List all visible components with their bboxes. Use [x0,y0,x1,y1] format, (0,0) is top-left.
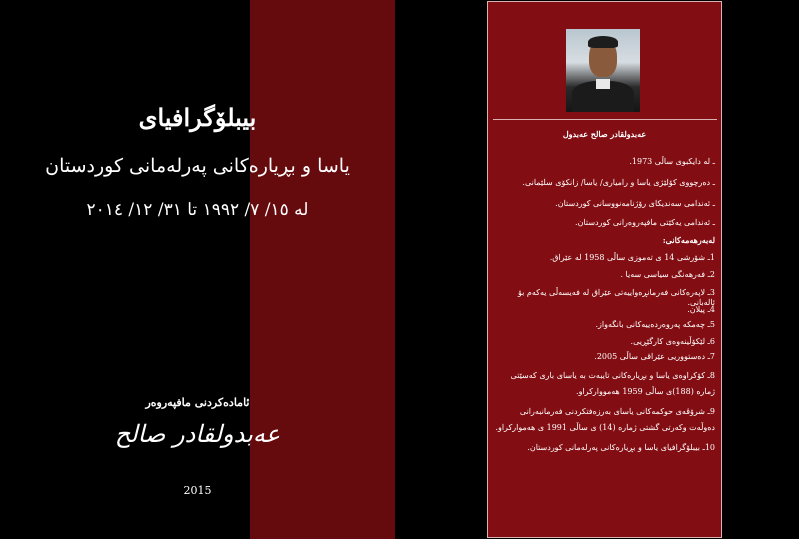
author-photo [566,29,640,112]
book-subtitle: یاسا و بڕیارەکانی پەرلەمانی کوردستان [45,155,350,177]
works-item: 5ـ چەمکە پەروەردەییەکانی بانگەواز. [595,320,715,329]
bio-item: ـ دەرچووی کۆلێژی یاسا و رامیاری/ یاسا/ زانکۆی سلێمانی. [522,178,715,187]
book-spine [395,0,485,539]
bio-item: ـ ئەندامی یەکێتی مافپەروەرانی کوردستان. [575,218,715,227]
works-item: 7ـ دەستووریی عێراقی ساڵی 2005. [594,352,715,361]
front-cover [0,0,395,539]
works-item: 10ـ بیبلۆگرافیای یاسا و بڕیارەکانی پەرلەمانی کوردستان. [527,443,715,452]
front-cover-red-stripe [250,0,395,539]
book-title: بیبلۆگرافیای [138,103,257,132]
works-item: 3ـ لاپەرەکانی فەرمانڕەواییەتی عێراق لە فەیسەڵی یەکەم بۆ ئالەبانی. [518,288,715,307]
publication-year: 2015 [183,484,212,497]
prepared-by-label: ئامادەکردنی مافپەروەر [145,396,250,409]
works-item: 8ـ کۆکراوەی یاسا و بڕیارەکانی تایبەت بە یاسای باری کەسێتی ژمارە (188)ی ساڵی 1959 هەمووارکراو. [510,371,715,396]
book-date-range: لە ١٥/ ٧/ ١٩٩٢ تا ٣١/ ١٢/ ٢٠١٤ [86,200,309,220]
right-margin [723,0,799,539]
works-item: 1ـ شۆرشی 14 ی تەموزی ساڵی 1958 لە عێراق. [549,253,715,262]
back-cover [487,1,722,538]
author-photo-hair [588,36,618,48]
works-item: 9ـ شرۆڤەی حوکمەکانی یاسای بەرزەفتکردنی فەرمانبەرانی دەوڵەت وکەرتی گشتی ژمارە (14) ی ساڵی 1991 ی هەموارکراو. [495,407,715,432]
author-signature: عەبدولقادر صالح [114,420,281,448]
bio-item: ـ ئەندامی سەندیکای رۆژنامەنووسانی کوردستان. [555,199,715,208]
works-item: 6ـ لێکۆڵینەوەی کارگێڕیی. [630,337,715,346]
author-photo-collar [596,79,610,89]
works-item: 2ـ فەرهەنگی سیاسی سەیا . [620,270,715,279]
works-item: 4ـ پیلان. [687,305,715,314]
works-heading: لەبەرهەمەکانی: [662,235,715,245]
bio-item: ـ لە دایکبوی ساڵی 1973. [629,157,715,166]
author-name: عەبدولقادر صالح عەبدول [562,129,647,139]
divider [493,119,717,120]
